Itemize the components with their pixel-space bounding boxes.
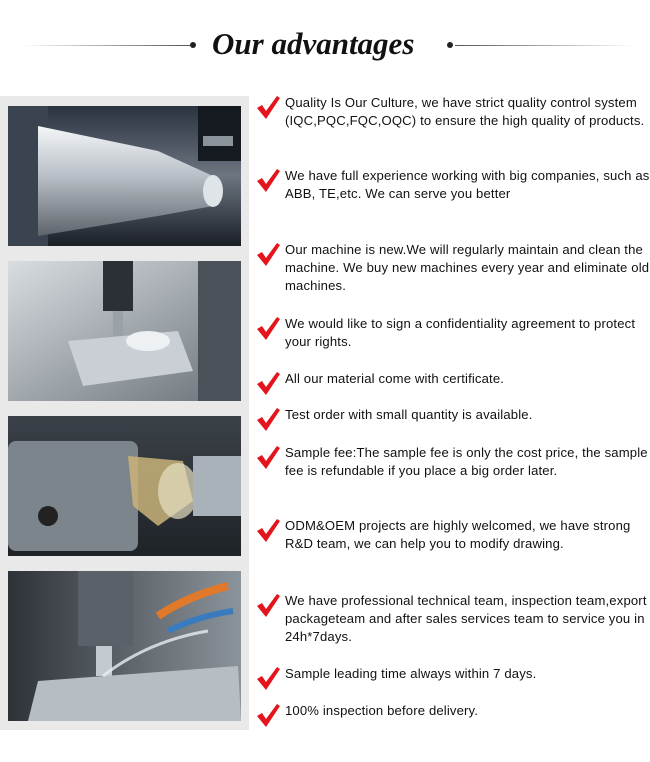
advantage-text: We would like to sign a confidentiality agreement to protect your rights.	[285, 316, 636, 349]
advantage-text: We have professional technical team, inspection team,export packageteam and after sales services team to service you in 24h*7days.	[285, 593, 647, 644]
red-checkmark-icon	[255, 94, 281, 120]
photo-column	[0, 96, 249, 730]
title-rule-right	[455, 45, 635, 46]
advantage-text: Sample fee:The sample fee is only the cost price, the sample fee is refundable if you place a big order later.	[285, 445, 648, 478]
red-checkmark-icon	[255, 592, 281, 618]
advantage-text: ODM&OEM projects are highly welcomed, we have strong R&D team, we can help you to modify drawing.	[285, 518, 631, 551]
title-rule-left	[20, 45, 190, 46]
red-checkmark-icon	[255, 665, 281, 691]
advantage-text: Our machine is new.We will regularly maintain and clean the machine. We buy new machines every year and eliminate old machines.	[285, 242, 650, 293]
advantage-text: We have full experience working with big companies, such as ABB, TE,etc. We can serve you better	[285, 168, 650, 201]
red-checkmark-icon	[255, 315, 281, 341]
advantage-text: Sample leading time always within 7 days.	[285, 666, 537, 681]
machining-photo-milling	[8, 261, 241, 401]
red-checkmark-icon	[255, 406, 281, 432]
machining-photo-lathe	[8, 416, 241, 556]
red-checkmark-icon	[255, 241, 281, 267]
section-header	[0, 20, 650, 70]
advantage-text: All our material come with certificate.	[285, 371, 505, 386]
machining-photo-vertical-mill	[8, 571, 241, 721]
red-checkmark-icon	[255, 167, 281, 193]
advantage-text: 100% inspection before delivery.	[285, 703, 479, 718]
red-checkmark-icon	[255, 517, 281, 543]
red-checkmark-icon	[255, 370, 281, 396]
page-title: Our advantages	[212, 26, 415, 61]
advantage-text: Test order with small quantity is available.	[285, 407, 533, 422]
title-dot-left	[190, 42, 196, 48]
red-checkmark-icon	[255, 702, 281, 728]
title-dot-right	[447, 42, 453, 48]
advantage-text: Quality Is Our Culture, we have strict quality control system (IQC,PQC,FQC,OQC) to ensure the high quality of products.	[285, 95, 645, 128]
red-checkmark-icon	[255, 444, 281, 470]
machining-photo-tool-holder	[8, 106, 241, 246]
